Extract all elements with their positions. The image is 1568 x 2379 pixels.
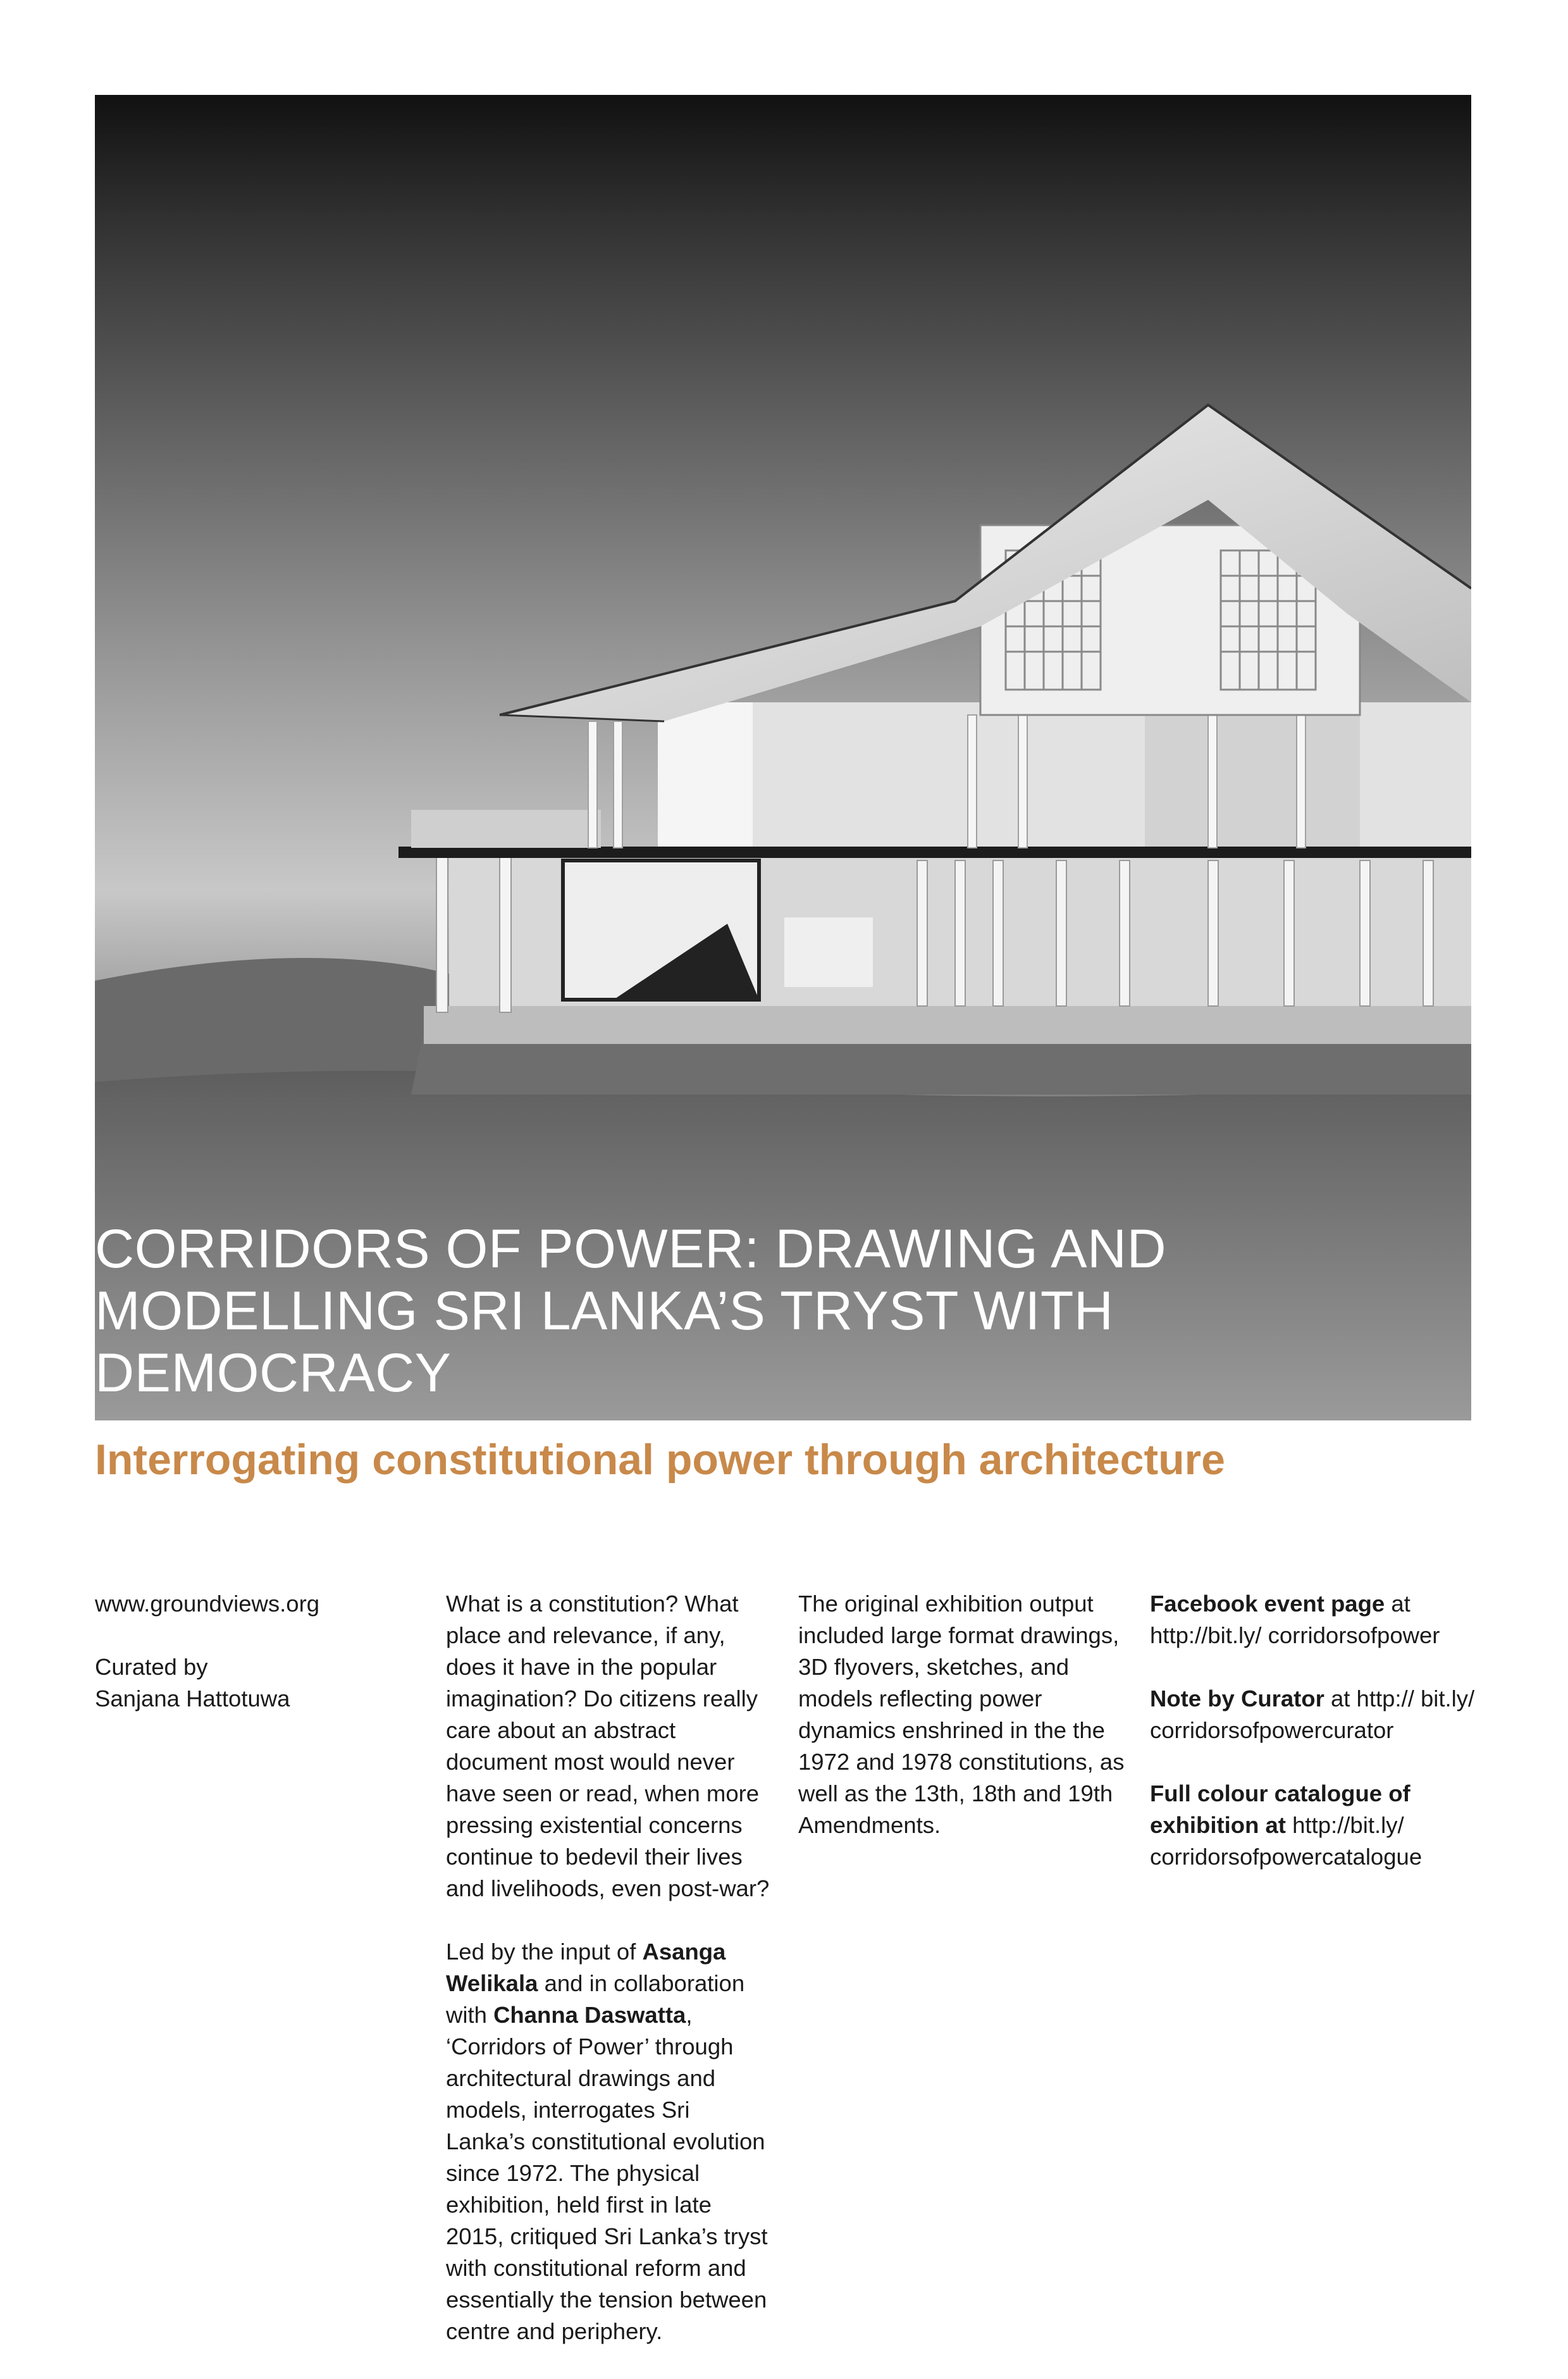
subtitle: Interrogating constitutional power through architecture (95, 1436, 1225, 1484)
article-column-1 (446, 1588, 775, 2379)
original-exhibition-paragraph: The original exhibition output included large format drawings, 3D flyovers, sketches, and models reflecting power dynamics enshrined in the the 1972 and 1978 constitutions, as well as the 13th, 18th and 19th Amendments. (798, 1591, 1125, 1838)
note-label: Note by Curator (1150, 1686, 1324, 1711)
catalogue-paragraph (1150, 1778, 1491, 1873)
catalogue-label: Full colour catalogue of exhibition at (1150, 1780, 1411, 1838)
facebook-paragraph (1150, 1588, 1491, 1651)
intro-paragraph: What is a constitution? What place and relevance, if any, does it have in the popular imagination? Do citizens really care about an abstract document most would never have seen or read, when more pressing existential concerns continue to bedevil their lives and livelihoods, even post-war? (446, 1591, 770, 1901)
curator-name: Sanjana Hattotuwa (95, 1686, 290, 1711)
note-link[interactable]: at http:// bit.ly/ corridorsofpowercurator (1150, 1686, 1475, 1743)
led-by-name: Asanga Welikala (446, 1939, 726, 1996)
website-link[interactable]: www.groundviews.org (95, 1591, 320, 1617)
note-paragraph (1150, 1683, 1491, 1746)
facebook-link[interactable]: at http://bit.ly/ corridorsofpower (1150, 1591, 1440, 1648)
led-by-rest: , ‘Corridors of Power’ through architectural drawings and models, interrogates Sri Lanka’s constitutional evolution since 1972. The physical exhibition, held first in late 2015, critiqued Sri Lanka’s tryst with constitutional reform and essentially the tension between centre and periphery. (446, 2002, 768, 2344)
led-by-prefix: Led by the input of (446, 1939, 643, 1965)
facebook-label: Facebook event page (1150, 1591, 1385, 1617)
hero-image (95, 95, 1471, 1420)
title-line-1: CORRIDORS OF POWER: DRAWING AND (95, 1219, 1167, 1279)
title-line-3: DEMOCRACY (95, 1343, 452, 1403)
title-line-2: MODELLING SRI LANKA’S TRYST WITH (95, 1281, 1114, 1341)
collab-prefix: and in collaboration with (446, 1970, 745, 2028)
catalogue-link[interactable]: http://bit.ly/ corridorsofpowercatalogue (1150, 1812, 1423, 1870)
collab-name: Channa Daswatta (493, 2002, 686, 2028)
sidebar-column (95, 1588, 398, 1746)
led-by-paragraph (446, 1936, 775, 2347)
links-column (1150, 1588, 1491, 1904)
page-title (95, 1218, 1360, 1404)
article-column-2 (798, 1588, 1127, 1873)
curated-label: Curated by (95, 1654, 208, 1680)
